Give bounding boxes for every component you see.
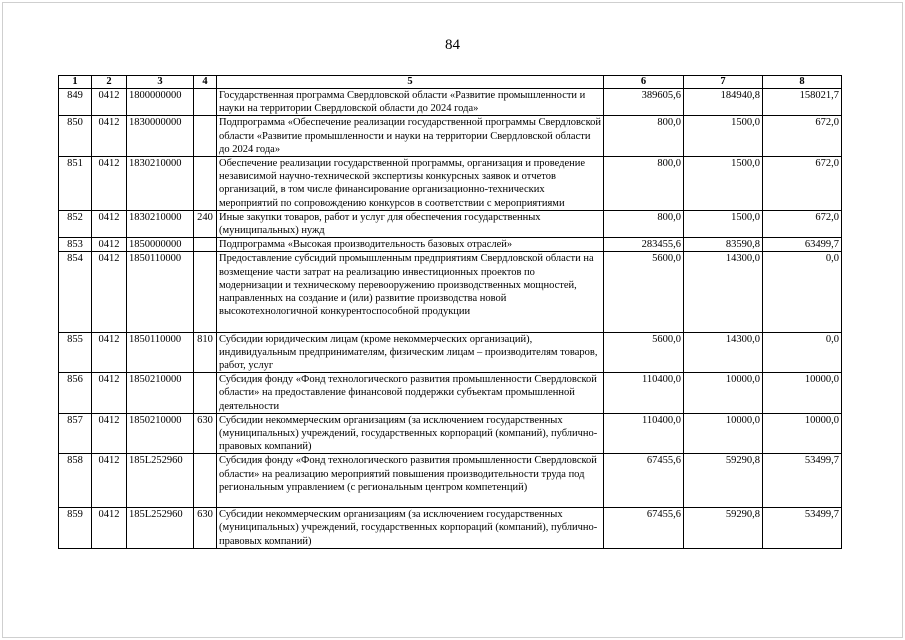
table-row	[59, 508, 842, 549]
table-row	[59, 210, 842, 237]
section-code-cell: 0412	[92, 508, 127, 549]
item-name-cell: Субсидии юридическим лицам (кроме некоммерческих организаций), индивидуальным предпринимателям, физическим лицам – производителям товаров, работ, услуг	[217, 332, 604, 373]
amount-year-2-cell: 184940,8	[684, 89, 763, 116]
expense-type-cell: 630	[194, 413, 217, 454]
column-header: 8	[763, 76, 842, 89]
target-code-cell: 1850000000	[127, 238, 194, 252]
target-code-cell: 1830000000	[127, 116, 194, 157]
target-code-cell: 1830210000	[127, 157, 194, 211]
item-name-cell: Субсидии некоммерческим организациям (за исключением государственных (муниципальных) учреждений, государственных корпораций (компаний), публично-правовых компаний)	[217, 413, 604, 454]
row-number-cell: 849	[59, 89, 92, 116]
table-row	[59, 454, 842, 508]
amount-year-2-cell: 83590,8	[684, 238, 763, 252]
column-header: 7	[684, 76, 763, 89]
item-name-cell: Государственная программа Свердловской области «Развитие промышленности и науки на территории Свердловской области до 2024 года»	[217, 89, 604, 116]
amount-year-2-cell: 59290,8	[684, 508, 763, 549]
section-code-cell: 0412	[92, 157, 127, 211]
target-code-cell: 1850110000	[127, 332, 194, 373]
target-code-cell: 185L252960	[127, 454, 194, 508]
table-row	[59, 116, 842, 157]
column-header: 6	[604, 76, 684, 89]
amount-year-2-cell: 14300,0	[684, 332, 763, 373]
section-code-cell: 0412	[92, 454, 127, 508]
target-code-cell: 1850210000	[127, 413, 194, 454]
row-number-cell: 857	[59, 413, 92, 454]
amount-year-3-cell: 0,0	[763, 332, 842, 373]
amount-year-2-cell: 1500,0	[684, 210, 763, 237]
row-number-cell: 852	[59, 210, 92, 237]
target-code-cell: 1800000000	[127, 89, 194, 116]
amount-year-3-cell: 63499,7	[763, 238, 842, 252]
table-row	[59, 157, 842, 211]
page-number: 84	[445, 37, 460, 53]
amount-year-2-cell: 10000,0	[684, 413, 763, 454]
item-name-cell: Субсидия фонду «Фонд технологического развития промышленности Свердловской области» на предоставление финансовой поддержки субъектам промышленной деятельности	[217, 373, 604, 414]
table-row	[59, 252, 842, 332]
column-header: 3	[127, 76, 194, 89]
expense-type-cell: 630	[194, 508, 217, 549]
amount-year-1-cell: 110400,0	[604, 373, 684, 414]
amount-year-2-cell: 10000,0	[684, 373, 763, 414]
table-row	[59, 373, 842, 414]
target-code-cell: 1850110000	[127, 252, 194, 332]
amount-year-3-cell: 158021,7	[763, 89, 842, 116]
section-code-cell: 0412	[92, 238, 127, 252]
amount-year-1-cell: 389605,6	[604, 89, 684, 116]
expense-type-cell: 240	[194, 210, 217, 237]
table-row	[59, 332, 842, 373]
table-row	[59, 413, 842, 454]
item-name-cell: Субсидия фонду «Фонд технологического развития промышленности Свердловской области» на реализацию мероприятий повышения производительности труда под региональным управлением (с региональным центром компетенций)	[217, 454, 604, 508]
expense-type-cell	[194, 252, 217, 332]
amount-year-3-cell: 0,0	[763, 252, 842, 332]
row-number-cell: 850	[59, 116, 92, 157]
expense-type-cell	[194, 116, 217, 157]
expense-type-cell	[194, 157, 217, 211]
row-number-cell: 855	[59, 332, 92, 373]
table-header-row	[59, 76, 842, 89]
item-name-cell: Иные закупки товаров, работ и услуг для обеспечения государственных (муниципальных) нужд	[217, 210, 604, 237]
expense-type-cell	[194, 373, 217, 414]
budget-table	[58, 75, 842, 549]
section-code-cell: 0412	[92, 373, 127, 414]
target-code-cell: 1830210000	[127, 210, 194, 237]
item-name-cell: Подпрограмма «Высокая производительность базовых отраслей»	[217, 238, 604, 252]
target-code-cell: 1850210000	[127, 373, 194, 414]
amount-year-3-cell: 10000,0	[763, 373, 842, 414]
amount-year-1-cell: 800,0	[604, 157, 684, 211]
expense-type-cell	[194, 454, 217, 508]
amount-year-2-cell: 1500,0	[684, 157, 763, 211]
expense-type-cell	[194, 89, 217, 116]
target-code-cell: 185L252960	[127, 508, 194, 549]
amount-year-2-cell: 59290,8	[684, 454, 763, 508]
column-header: 1	[59, 76, 92, 89]
item-name-cell: Обеспечение реализации государственной программы, организация и проведение независимой научно-технической экспертизы конкурсных заявок и отчетов организаций, в том числе финансирование организационно-технических мероприятий по сопровождению конкурсов в соответствии с мероприятиями	[217, 157, 604, 211]
amount-year-1-cell: 110400,0	[604, 413, 684, 454]
expense-type-cell	[194, 238, 217, 252]
section-code-cell: 0412	[92, 116, 127, 157]
table-row	[59, 89, 842, 116]
row-number-cell: 858	[59, 454, 92, 508]
row-number-cell: 859	[59, 508, 92, 549]
amount-year-1-cell: 283455,6	[604, 238, 684, 252]
section-code-cell: 0412	[92, 210, 127, 237]
amount-year-1-cell: 67455,6	[604, 454, 684, 508]
amount-year-2-cell: 14300,0	[684, 252, 763, 332]
amount-year-1-cell: 67455,6	[604, 508, 684, 549]
row-number-cell: 856	[59, 373, 92, 414]
column-header: 4	[194, 76, 217, 89]
section-code-cell: 0412	[92, 413, 127, 454]
amount-year-1-cell: 5600,0	[604, 252, 684, 332]
column-header: 2	[92, 76, 127, 89]
table-row	[59, 238, 842, 252]
amount-year-3-cell: 10000,0	[763, 413, 842, 454]
row-number-cell: 853	[59, 238, 92, 252]
amount-year-3-cell: 672,0	[763, 210, 842, 237]
amount-year-2-cell: 1500,0	[684, 116, 763, 157]
section-code-cell: 0412	[92, 252, 127, 332]
amount-year-3-cell: 53499,7	[763, 454, 842, 508]
section-code-cell: 0412	[92, 89, 127, 116]
item-name-cell: Предоставление субсидий промышленным предприятиям Свердловской области на возмещение части затрат на реализацию инвестиционных проектов по модернизации и техническому перевооружению производственных мощностей, направленных на создание и (или) развитие производства новой высокотехнологичной конкурентоспособной продукции	[217, 252, 604, 332]
item-name-cell: Подпрограмма «Обеспечение реализации государственной программы Свердловской области «Развитие промышленности и науки на территории Свердловской области до 2024 года»	[217, 116, 604, 157]
expense-type-cell: 810	[194, 332, 217, 373]
amount-year-3-cell: 53499,7	[763, 508, 842, 549]
item-name-cell: Субсидии некоммерческим организациям (за исключением государственных (муниципальных) учреждений, государственных корпораций (компаний), публично-правовых компаний)	[217, 508, 604, 549]
amount-year-1-cell: 800,0	[604, 116, 684, 157]
amount-year-3-cell: 672,0	[763, 157, 842, 211]
amount-year-3-cell: 672,0	[763, 116, 842, 157]
row-number-cell: 851	[59, 157, 92, 211]
column-header: 5	[217, 76, 604, 89]
amount-year-1-cell: 5600,0	[604, 332, 684, 373]
section-code-cell: 0412	[92, 332, 127, 373]
amount-year-1-cell: 800,0	[604, 210, 684, 237]
row-number-cell: 854	[59, 252, 92, 332]
